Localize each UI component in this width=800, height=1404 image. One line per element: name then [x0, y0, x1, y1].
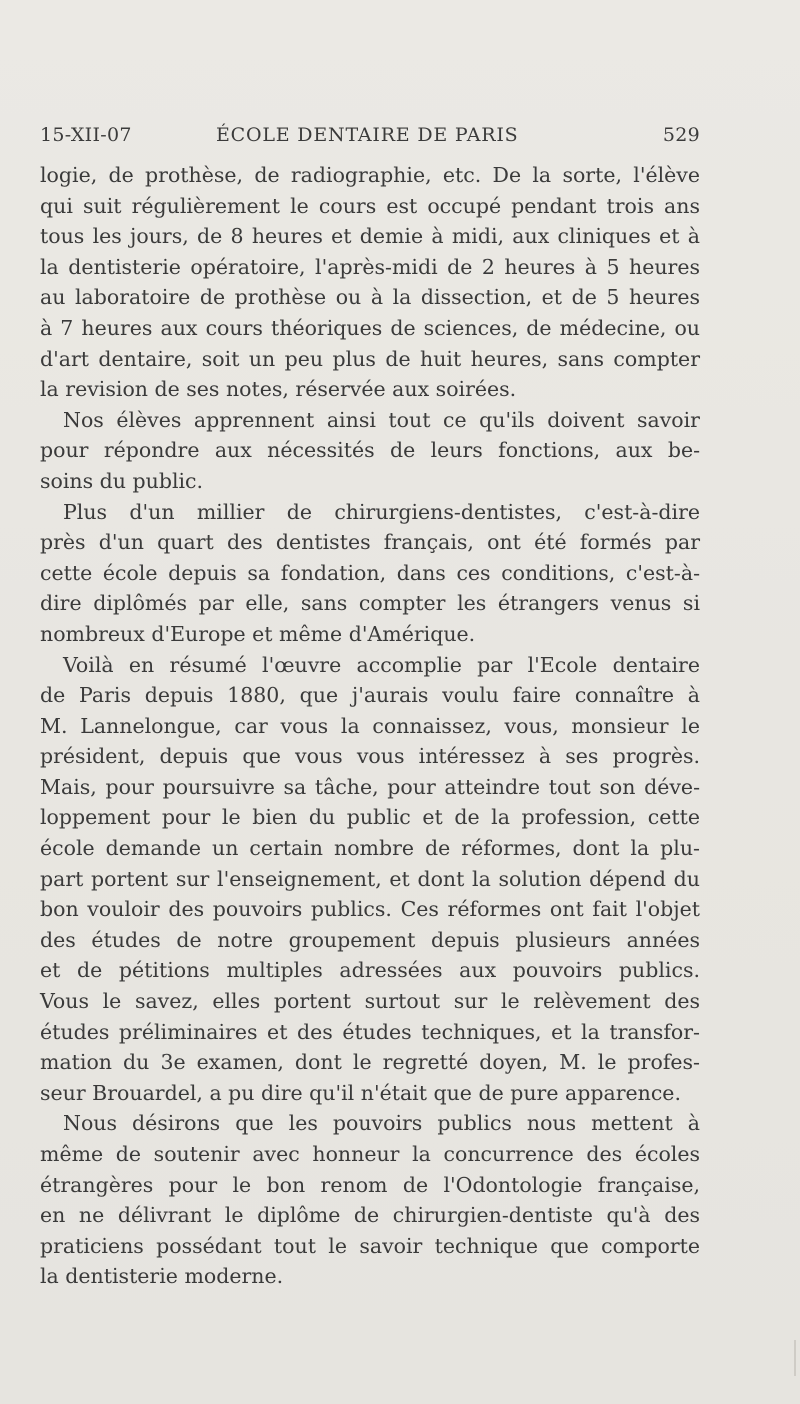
text-line: mation du 3e examen, dont le regretté doyen, M. le profes-: [40, 1050, 700, 1075]
text-line: seur Brouardel, a pu dire qu'il n'était que de pure apparence.: [40, 1080, 681, 1105]
text-line: Vous le savez, elles portent surtout sur le relèvement des: [40, 989, 700, 1014]
text-line: Voilà en résumé l'œuvre accomplie par l'Ecole dentaire: [63, 652, 700, 677]
text-line: des études de notre groupement depuis plusieurs années: [40, 927, 700, 952]
text-line: tous les jours, de 8 heures et demie à midi, aux cliniques et à: [40, 224, 700, 249]
text-line: président, depuis que vous vous intéressez à ses progrès.: [40, 744, 700, 769]
text-line: dire diplômés par elle, sans compter les étrangers venus si: [40, 591, 700, 616]
text-line: praticiens possédant tout le savoir technique que comporte: [40, 1233, 700, 1258]
paragraph: [40, 497, 700, 650]
text-line: logie, de prothèse, de radiographie, etc. De la sorte, l'élève: [40, 163, 700, 187]
text-line: la dentisterie opératoire, l'après-midi de 2 heures à 5 heures: [40, 254, 700, 279]
text-line: Mais, pour poursuivre sa tâche, pour atteindre tout son déve-: [40, 774, 700, 799]
text-line: en ne délivrant le diplôme de chirurgien-dentiste qu'à des: [40, 1203, 700, 1228]
body-text: [40, 160, 700, 1292]
header-title: ÉCOLE DENTAIRE DE PARIS: [216, 124, 519, 146]
text-line: au laboratoire de prothèse ou à la dissection, et de 5 heures: [40, 285, 700, 310]
text-line: soins du public.: [40, 468, 204, 493]
page-number: 529: [662, 124, 700, 146]
text-line: M. Lannelongue, car vous la connaissez, vous, monsieur le: [40, 713, 700, 738]
text-line: loppement pour le bien du public et de la profession, cette: [40, 805, 700, 830]
text-line: et de pétitions multiples adressées aux pouvoirs publics.: [40, 958, 700, 983]
header-date: 15-XII-07: [40, 124, 132, 146]
text-line: études préliminaires et des études techniques, et la transfor-: [40, 1019, 700, 1044]
margin-mark: [794, 1340, 796, 1376]
text-line: près d'un quart des dentistes français, ont été formés par: [40, 530, 700, 555]
text-line: cette école depuis sa fondation, dans ces conditions, c'est-à-: [40, 560, 700, 585]
text-line: Nous désirons que les pouvoirs publics nous mettent à: [63, 1111, 700, 1136]
text-line: école demande un certain nombre de réformes, dont la plu-: [40, 836, 700, 861]
paragraph: [40, 650, 700, 1109]
paragraph: [40, 160, 700, 405]
text-line: pour répondre aux nécessités de leurs fonctions, aux be-: [40, 438, 700, 463]
text-line: nombreux d'Europe et même d'Amérique.: [40, 621, 476, 646]
text-line: part portent sur l'enseignement, et dont la solution dépend du: [40, 866, 700, 891]
paragraph: [40, 405, 700, 497]
text-line: la dentisterie moderne.: [40, 1264, 284, 1289]
text-line: la revision de ses notes, réservée aux soirées.: [40, 377, 517, 402]
text-line: à 7 heures aux cours théoriques de sciences, de médecine, ou: [40, 315, 700, 340]
text-line: Nos élèves apprennent ainsi tout ce qu'ils doivent savoir: [63, 407, 700, 432]
text-line: même de soutenir avec honneur la concurrence des écoles: [40, 1142, 700, 1166]
text-line: étrangères pour le bon renom de l'Odontologie française,: [40, 1172, 700, 1197]
text-line: qui suit régulièrement le cours est occupé pendant trois ans: [40, 193, 700, 218]
text-line: d'art dentaire, soit un peu plus de huit heures, sans compter: [40, 346, 700, 371]
text-line: Plus d'un millier de chirurgiens-dentistes, c'est-à-dire: [63, 499, 700, 524]
text-line: bon vouloir des pouvoirs publics. Ces réformes ont fait l'objet: [40, 897, 700, 922]
text-line: de Paris depuis 1880, que j'aurais voulu faire connaître à: [40, 683, 700, 708]
paragraph: [40, 1108, 700, 1292]
running-header: [40, 118, 700, 152]
